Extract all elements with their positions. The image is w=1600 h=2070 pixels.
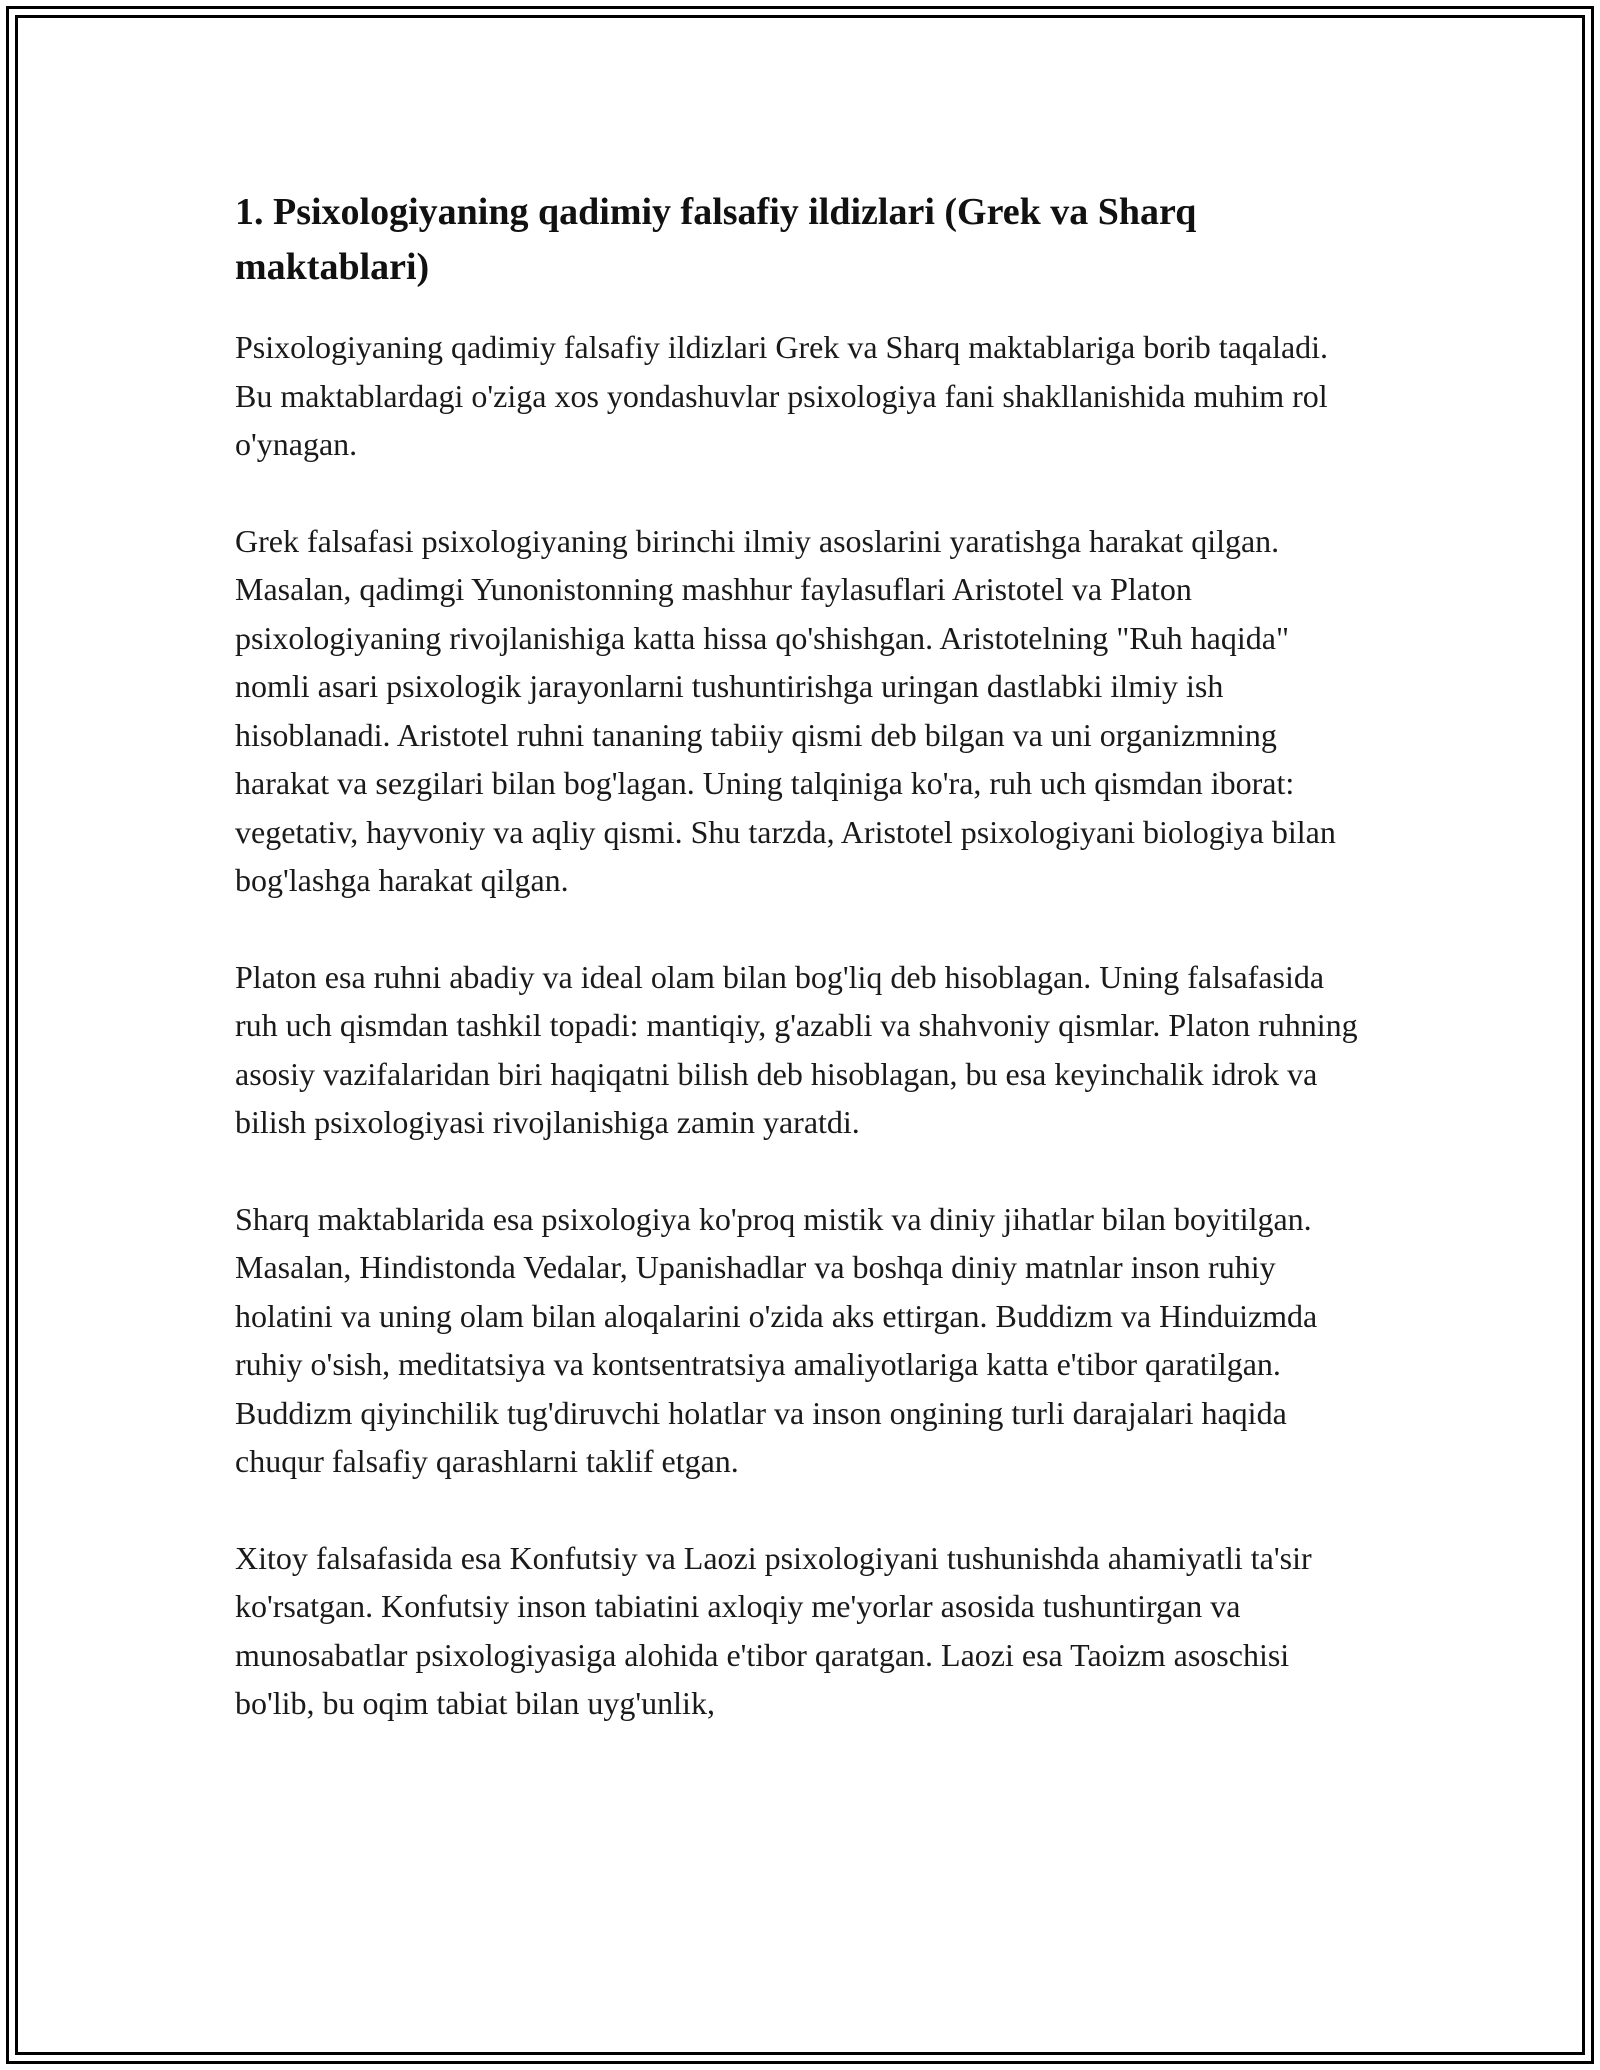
paragraph-chinese-philosophy: Xitoy falsafasida esa Konfutsiy va Laozi psixologiyani tushunishda ahamiyatli ta'sir ko'rsatgan. Konfutsiy inson tabiatini axloqiy me'yorlar asosida tushuntirgan va munosabatlar psixologiyasiga alohida e'tibor qaratgan. Laozi esa Taoizm asoschisi bo'lib, bu oqim tabiat bilan uyg'unlik, (235, 1539, 1312, 1721)
paragraph-eastern-schools: Sharq maktablarida esa psixologiya ko'proq mistik va diniy jihatlar bilan boyitilgan. Masalan, Hindistonda Vedalar, Upanishadlar va boshqa diniy matnlar inson ruhiy holatini va uning olam bilan aloqalarini o'zida aks ettirgan. Buddizm va Hinduizmda ruhiy o'sish, meditatsiya va kontsentratsiya amaliyotlariga katta e'tibor qaratilgan. Buddizm qiyinchilik tug'diruvchi holatlar va inson ongining turli darajalari haqida chuqur falsafiy qarashlarni taklif etgan. (235, 1200, 1318, 1479)
paragraph-platon: Platon esa ruhni abadiy va ideal olam bilan bog'liq deb hisoblagan. Uning falsafasida ruh uch qismdan tashkil topadi: mantiqiy, g'azabli va shahvoniy qismlar. Platon ruhning asosiy vazifalaridan biri haqiqatni bilish deb hisoblagan, bu esa keyinchalik idrok va bilish psixologiyasi rivojlanishiga zamin yaratdi. (235, 958, 1358, 1140)
document-body (235, 185, 1370, 1776)
paragraph-greek-philosophy: Grek falsafasi psixologiyaning birinchi ilmiy asoslarini yaratishga harakat qilgan. Masalan, qadimgi Yunonistonning mashhur faylasuflari Aristotel va Platon psixologiyaning rivojlanishiga katta hissa qo'shishgan. Aristotelning "Ruh haqida" nomli asari psixologik jarayonlarni tushuntirishga uringan dastlabki ilmiy ish hisoblanadi. Aristotel ruhni tananing tabiiy qismi deb bilgan va uni organizmning harakat va sezgilari bilan bog'lagan. Uning talqiniga ko'ra, ruh uch qismdan iborat: vegetativ, hayvoniy va aqliy qismi. Shu tarzda, Aristotel psixologiyani biologiya bilan bog'lashga harakat qilgan. (235, 522, 1336, 898)
paragraph-intro: Psixologiyaning qadimiy falsafiy ildizlari Grek va Sharq maktablariga borib taqaladi. Bu maktablardagi o'ziga xos yondashuvlar psixologiya fani shakllanishida muhim rol o'ynagan. (235, 329, 1329, 462)
section-heading: 1. Psixologiyaning qadimiy falsafiy ildizlari (Grek va Sharq maktablari) (235, 191, 1197, 288)
